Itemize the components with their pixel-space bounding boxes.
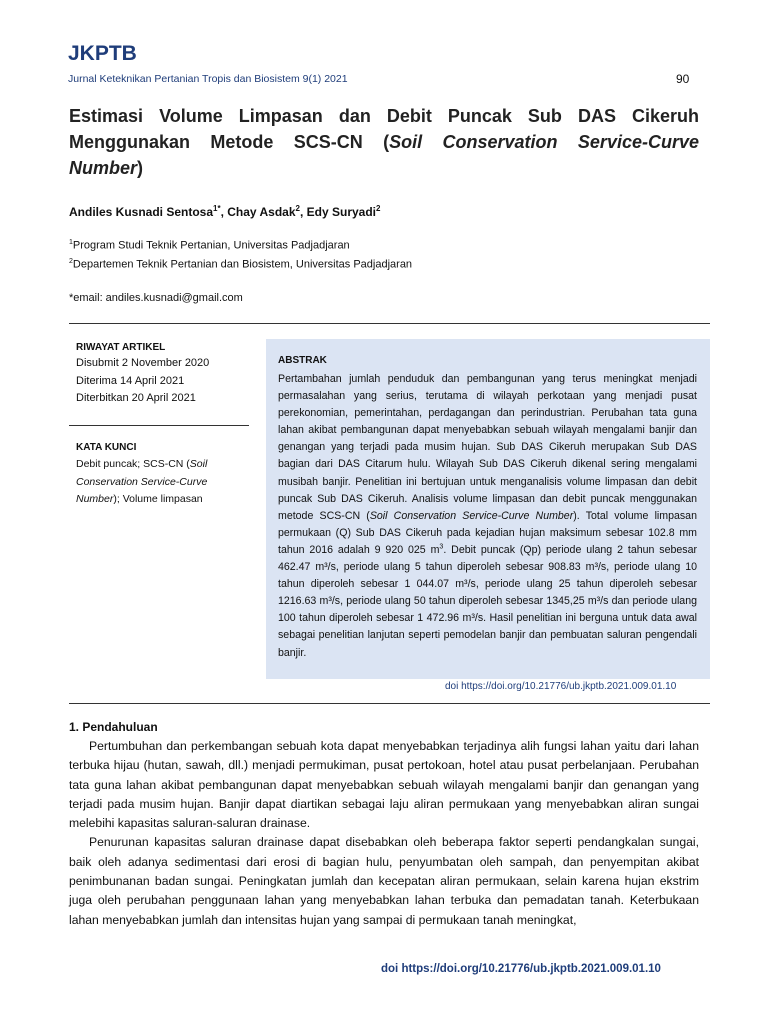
keywords-italic: Soil Conservation Service-Curve Number [76,458,208,505]
abstract-italic: Soil Conservation Service-Curve Number [369,509,574,522]
author-name: Edy Suryadi [306,205,376,219]
author-affiliation-mark: 1* [213,204,221,213]
author-name: Andiles Kusnadi Sentosa [69,205,214,219]
affiliation-text: Departemen Teknik Pertanian dan Biosistem, Universitas Padjadjaran [72,258,413,271]
page-number: 90 [676,72,690,86]
affiliation-2 [69,258,412,271]
footer-doi-link[interactable]: https://doi.org/10.21776/ub.jkptb.2021.009.01.10 [401,963,661,975]
keywords-heading: KATA KUNCI [76,442,137,453]
author-separator: , [220,205,228,219]
keywords-part-1: Debit puncak; SCS-CN ( [76,458,190,470]
abstract-doi-link[interactable]: doi https://doi.org/10.21776/ub.jkptb.2021.009.01.10 [445,681,677,692]
affiliation-1 [69,239,350,252]
affiliation-text: Program Studi Teknik Pertanian, Universitas Padjadjaran [72,239,350,252]
section-heading-introduction: 1. Pendahuluan [69,720,158,734]
abstract-part-1: Pertambahan jumlah penduduk dan pembangunan yang terus meningkat menjadi permasalahan yang serius, terutama di wilayah perkotaan yang menjadi pusat perekonomian, pemerintahan, perdagangan dan perindustrian. Perubahan tata guna lahan akibat pembangunan dapat menyebabkan sebuah wilayah mengalami banjir dan genangan yang terjadi pada musim hujan. Sub DAS Cikeruh merupakan Sub DAS bagian dari DAS Citarum hulu. Wilayah Sub DAS Cikeruh dikenal sering mengalami musibah banjir. Penelitian ini bertujuan untuk menganalisis volume limpasan dan debit puncak Sub DAS Cikeruh. Analisis volume limpasan dan debit puncak menggunakan metode SCS-CN ( [278,373,697,522]
abstract-text [278,371,697,662]
affiliation-mark: 1 [69,239,73,246]
journal-full-title: Jurnal Keteknikan Pertanian Tropis dan Biosistem 9(1) 2021 [68,73,348,85]
journal-short-title: JKPTB [68,42,137,65]
author-name: Chay Asdak [227,205,296,219]
author-affiliation-mark: 2 [376,204,381,213]
author-separator: , [299,205,307,219]
divider-top [69,323,710,324]
keywords-text [76,456,246,509]
article-history-heading: RIWAYAT ARTIKEL [76,342,166,353]
title-italic: Soil Conservation Service-Curve Number [69,132,699,178]
keywords-part-2: ); Volume limpasan [113,493,203,505]
introduction-text [69,737,699,930]
article-title [69,103,699,181]
affiliation-mark: 2 [69,258,73,265]
footer-doi [381,963,661,975]
intro-paragraph-2: Penurunan kapasitas saluran drainase dapat disebabkan oleh beberapa faktor seperti pendangkalan sungai, baik oleh adanya sedimentasi dari erosi di bagian hulu, penyumbatan oleh sampah, dan penyempitan akibat penimbunanan badan sungai. Peningkatan jumlah dan kecepatan aliran permukaan, selain karena hujan ekstrim juga oleh perubahan penggunaan lahan yang menyebabkan lahan terbuka dan pemadatan tanah. Keterbukaan lahan menyebabkan jumlah dan intensitas hujan yang sampai di permukaan tanah meningkat, [69,835,699,927]
abstract-part-3: . Debit puncak (Qp) periode ulang 2 tahun sebesar 462.47 m³/s, periode ulang 5 tahun diperoleh sebesar 908.83 m³/s, periode ulang 10 tahun diperoleh sebesar 1 044.07 m³/s, periode ulang 25 tahun diperoleh sebesar 1216.63 m³/s, periode ulang 50 tahun diperoleh sebesar 1345,25 m³/s dan periode ulang 100 tahun diperoleh sebesar 1 472.96 m³/s. Hasil penelitian ini berguna untuk data awal sebagai penelitian lanjutan seperti pemodelan banjir dan pembuatan saluran pengendali banjir. [278,543,697,659]
author-list [69,204,380,219]
history-accepted: Diterima 14 April 2021 [76,374,185,387]
abstract-superscript: 3 [439,543,444,551]
divider-bottom [69,703,710,704]
history-submitted: Disubmit 2 November 2020 [76,357,210,369]
author-affiliation-mark: 2 [295,204,300,213]
article-history-list [76,355,209,408]
corresponding-email: *email: andiles.kusnadi@gmail.com [69,292,243,304]
abstract-part-2: ). Total volume limpasan permukaan (Q) Sub DAS Cikeruh pada kejadian hujan maksimum sebesar 102.8 mm tahun 2016 adalah 9 920 025 m [278,509,697,556]
title-part-2: ) [137,158,144,178]
title-part-1: Estimasi Volume Limpasan dan Debit Puncak Sub DAS Cikeruh Menggunakan Metode SCS-CN ( [69,106,699,152]
abstract-heading: ABSTRAK [278,355,327,366]
history-published: Diterbitkan 20 April 2021 [76,392,196,404]
sidebar-divider [69,425,249,426]
footer-doi-label: doi [381,963,402,975]
intro-paragraph-1: Pertumbuhan dan perkembangan sebuah kota dapat menyebabkan terjadinya alih fungsi lahan yaitu dari lahan terbuka hijau (hutan, sawah, dll.) menjadi permukiman, pusat pertokoan, hotel atau pusat perbelanjaan. Perubahan tata guna lahan akibat pembangunan dapat menyebabkan sebuah wilayah mengalami banjir dan genangan yang terjadi pada musim hujan. Banjir dapat diartikan sebagai laju aliran permukaan yang menyebabkan aliran sungai melebihi kapasitas saluran-saluran drainase. [69,739,699,831]
